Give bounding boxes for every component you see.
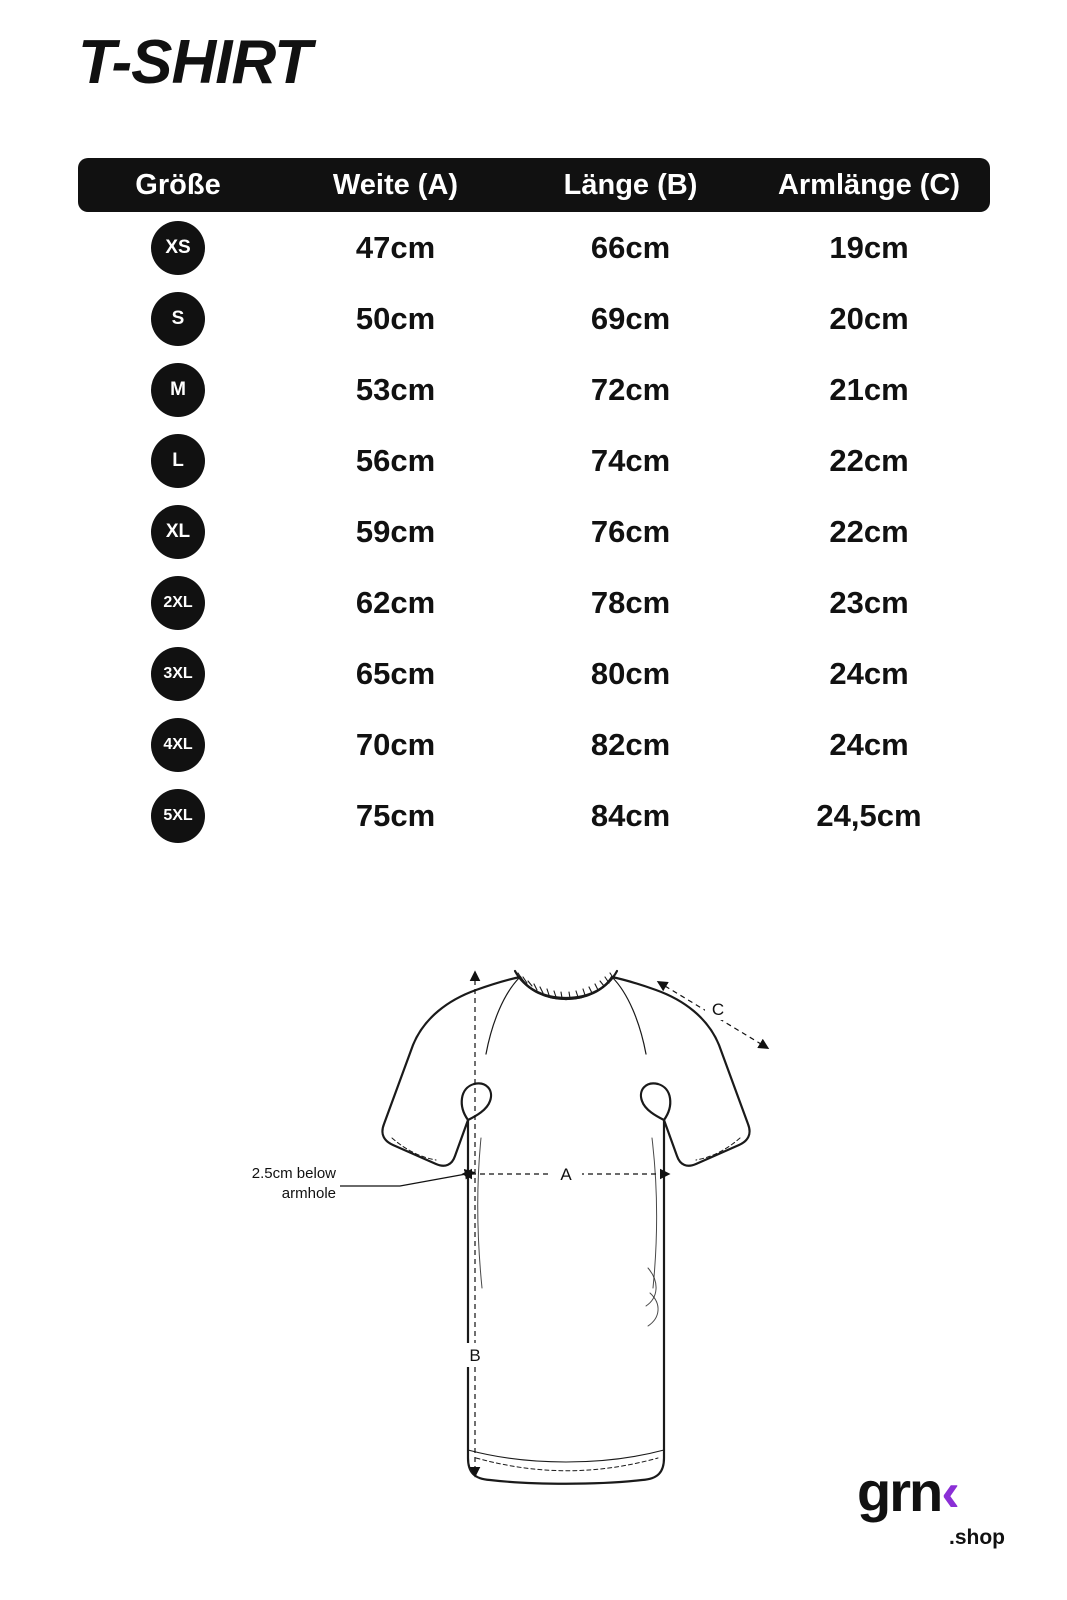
width-cell: 75cm	[355, 797, 436, 833]
size-badge: 4XL	[151, 718, 205, 772]
length-cell: 80cm	[590, 655, 671, 691]
measure-a-label: A	[560, 1165, 572, 1184]
measure-b-label: B	[469, 1346, 481, 1365]
tshirt-outline	[382, 971, 749, 1484]
table-row	[78, 354, 990, 425]
length-cell: 78cm	[590, 584, 671, 620]
column-header-sleeve: Armlänge (C)	[777, 168, 961, 201]
sleeve-cell: 22cm	[829, 442, 909, 478]
length-cell: 82cm	[590, 726, 671, 762]
table-row	[78, 567, 990, 638]
logo-wordmark	[857, 1460, 958, 1523]
table-row	[78, 212, 990, 283]
length-cell: 69cm	[590, 300, 671, 336]
table-header-row	[78, 158, 990, 212]
table-row	[78, 496, 990, 567]
table-row	[78, 425, 990, 496]
armhole-note-line1: 2.5cm below	[251, 1165, 336, 1182]
sleeve-cell: 22cm	[829, 513, 909, 549]
width-cell: 70cm	[355, 726, 436, 762]
size-badge: XL	[151, 505, 205, 559]
armhole-note-leader	[340, 1174, 466, 1186]
size-badge: S	[151, 292, 205, 346]
size-cell	[78, 789, 278, 843]
column-header-width: Weite (A)	[332, 168, 459, 201]
width-cell: 62cm	[355, 584, 436, 620]
size-table	[78, 158, 990, 851]
page-title: T-SHIRT	[78, 28, 311, 97]
logo-text: grn	[857, 1460, 942, 1523]
size-badge: M	[151, 363, 205, 417]
table-row	[78, 780, 990, 851]
size-cell	[78, 292, 278, 346]
width-cell: 50cm	[355, 300, 436, 336]
table-row	[78, 638, 990, 709]
width-cell: 47cm	[355, 229, 436, 265]
width-cell: 56cm	[355, 442, 436, 478]
sleeve-cell: 23cm	[829, 584, 909, 620]
sleeve-cell: 21cm	[829, 371, 909, 407]
sleeve-cell: 20cm	[829, 300, 909, 336]
table-row	[78, 283, 990, 354]
measure-c-label: C	[711, 1000, 725, 1019]
size-badge: 2XL	[151, 576, 205, 630]
column-header-length: Länge (B)	[563, 168, 698, 201]
length-cell: 76cm	[590, 513, 671, 549]
sleeve-cell: 24cm	[829, 655, 909, 691]
size-cell	[78, 221, 278, 275]
size-badge: L	[151, 434, 205, 488]
length-cell: 84cm	[590, 797, 671, 833]
width-cell: 65cm	[355, 655, 436, 691]
size-cell	[78, 434, 278, 488]
width-cell: 59cm	[355, 513, 436, 549]
logo-suffix: .shop	[949, 1526, 1005, 1549]
size-cell	[78, 718, 278, 772]
sleeve-cell: 19cm	[829, 229, 909, 265]
length-cell: 74cm	[590, 442, 671, 478]
length-cell: 72cm	[590, 371, 671, 407]
size-badge: 3XL	[151, 647, 205, 701]
sleeve-cell: 24cm	[829, 726, 909, 762]
logo-chevron-icon: ‹	[941, 1460, 958, 1523]
size-badge: 5XL	[151, 789, 205, 843]
table-row	[78, 709, 990, 780]
size-cell	[78, 647, 278, 701]
size-badge: XS	[151, 221, 205, 275]
length-cell: 66cm	[590, 229, 671, 265]
size-cell	[78, 505, 278, 559]
armhole-note-line2: armhole	[281, 1185, 336, 1202]
tshirt-diagram	[228, 938, 808, 1508]
column-header-size: Größe	[135, 168, 221, 201]
brand-logo	[857, 1460, 1007, 1552]
size-cell	[78, 363, 278, 417]
size-cell	[78, 576, 278, 630]
width-cell: 53cm	[355, 371, 436, 407]
sleeve-cell: 24,5cm	[816, 797, 922, 833]
